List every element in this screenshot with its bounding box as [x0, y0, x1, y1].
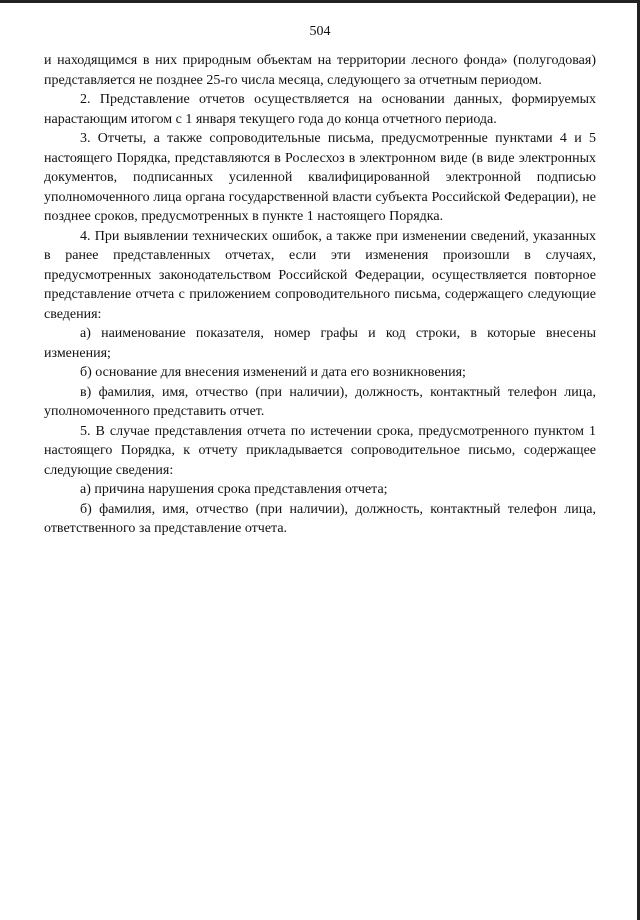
- paragraph: 5. В случае представления отчета по истечении срока, предусмотренного пунктом 1 настоящего Порядка, к отчету прикладывается сопроводительное письмо, содержащее следующие сведения:: [44, 423, 596, 478]
- paragraph: б) фамилия, имя, отчество (при наличии), должность, контактный телефон лица, ответственного за представление отчета.: [44, 501, 596, 536]
- paragraph: 3. Отчеты, а также сопроводительные письма, предусмотренные пунктами 4 и 5 настоящего Порядка, представляются в Рослесхоз в электронном виде (в виде электронных документов, подписанных усиленной квалифицированной электронной подписью уполномоченного лица органа государственной власти субъекта Российской Федерации), не позднее сроков, предусмотренных в пункте 1 настоящего Порядка.: [44, 131, 596, 224]
- paragraph: 2. Представление отчетов осуществляется на основании данных, формируемых нарастающим итогом с 1 января текущего года до конца отчетного периода.: [44, 92, 596, 127]
- paragraph: а) причина нарушения срока представления отчета;: [80, 482, 388, 497]
- document-body: [44, 51, 596, 539]
- scan-border-top: [0, 0, 640, 3]
- paragraph: б) основание для внесения изменений и дата его возникновения;: [80, 365, 466, 380]
- page-number: 504: [309, 24, 331, 39]
- paragraph: и находящимся в них природным объектам на территории лесного фонда» (полугодовая) представляется не позднее 25-го числа месяца, следующего за отчетным периодом.: [44, 53, 596, 88]
- paragraph: 4. При выявлении технических ошибок, а также при изменении сведений, указанных в ранее представленных отчетах, если эти изменения произошли в случаях, предусмотренных законодательством Российской Федерации, осуществляется повторное представление отчета с приложением сопроводительного письма, содержащего следующие сведения:: [44, 228, 596, 322]
- paragraph: в) фамилия, имя, отчество (при наличии), должность, контактный телефон лица, уполномоченного представить отчет.: [44, 384, 596, 419]
- paragraph: а) наименование показателя, номер графы и код строки, в которые внесены изменения;: [44, 326, 596, 361]
